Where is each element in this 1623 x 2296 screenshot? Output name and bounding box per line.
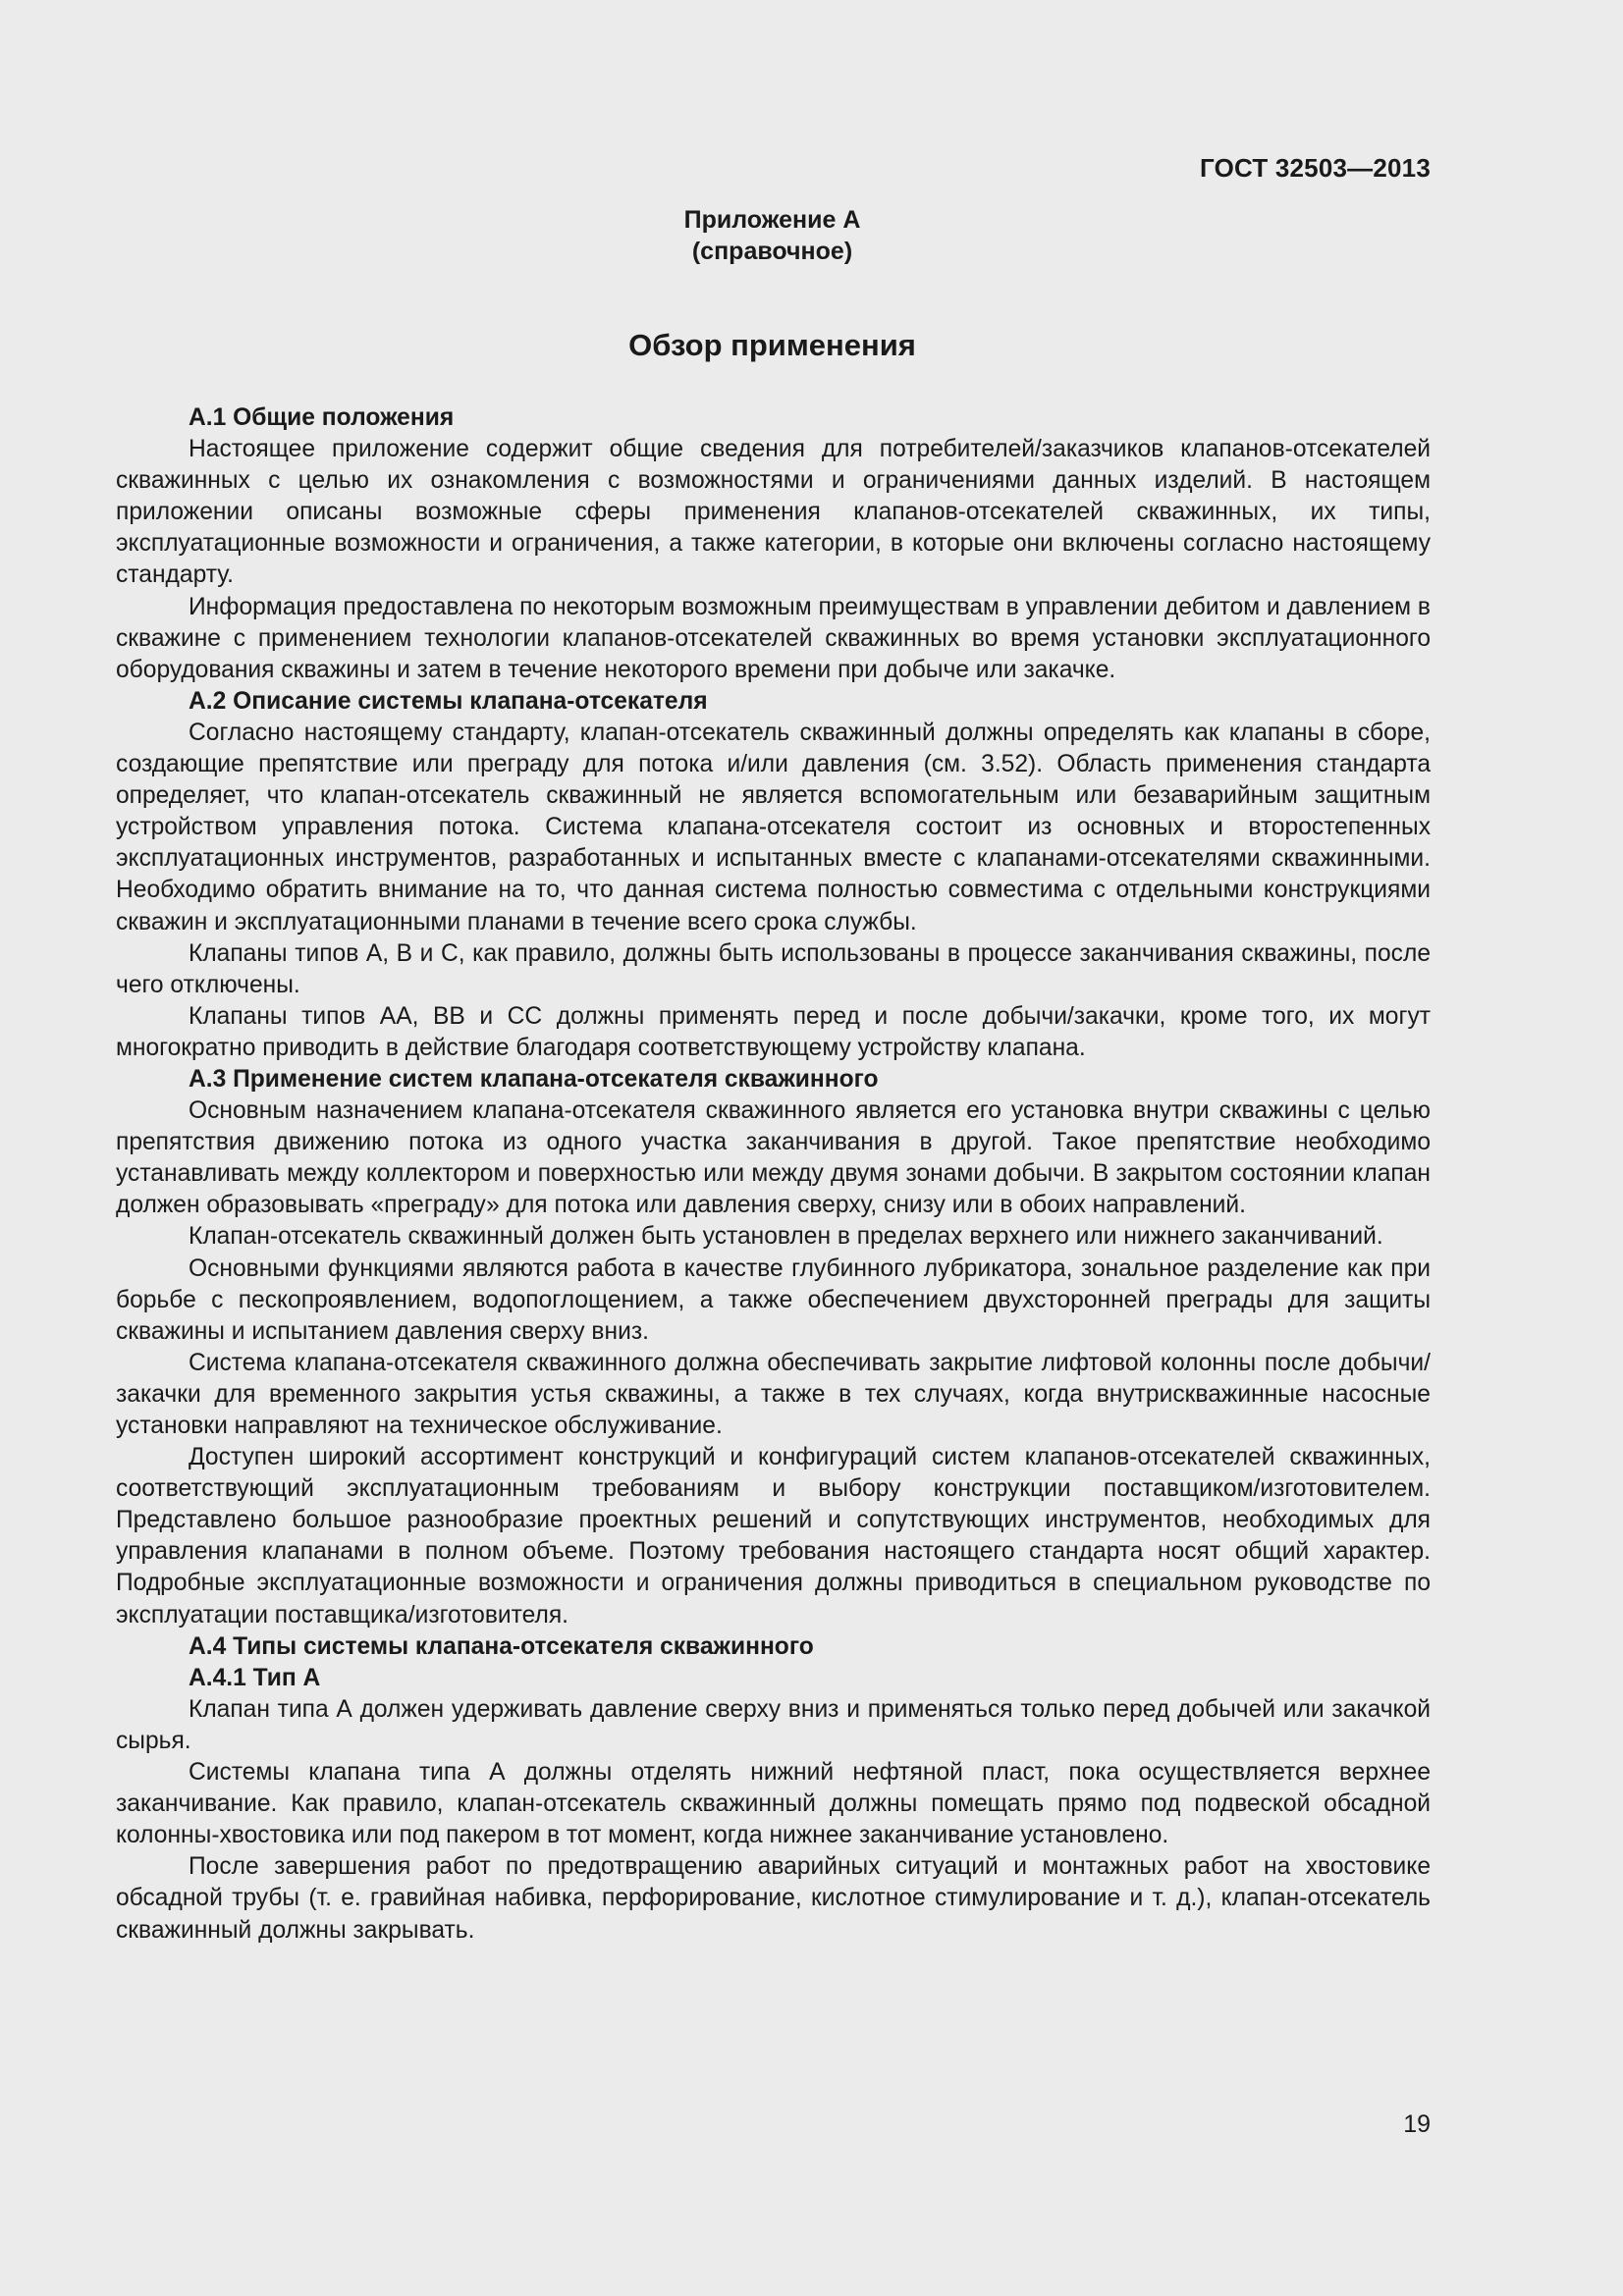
paragraph: Клапан типа А должен удерживать давление сверху вниз и применяться только перед добычей или закачкой сырья. — [116, 1695, 1431, 1754]
document-code: ГОСТ 32503—2013 — [1200, 153, 1431, 183]
paragraph: Система клапана-отсекателя скважинного должна обеспечивать закрытие лифтовой колонны после добычи/закачки для временного закрытия устья скважины, а также в тех случаях, когда внутрискважинные насосные установки направляют на техническое обслуживание. — [116, 1349, 1431, 1439]
section-heading: А.2 Описание системы клапана-отсекателя — [189, 687, 708, 715]
paragraph: После завершения работ по предотвращению аварийных ситуаций и монтажных работ на хвостовике обсадной трубы (т. е. гравийная набивка, перфорирование, кислотное стимулирование и т. д.), клапан-отсекатель скважинный должны закрывать. — [116, 1853, 1431, 1944]
annex-type: (справочное) — [691, 238, 853, 265]
paragraph: Системы клапана типа А должны отделять нижний нефтяной пласт, пока осуществляется верхнее заканчивание. Как правило, клапан-отсекатель скважинный должны помещать прямо под подвеской обсадной колонны-хвостовика или под пакером в тот момент, когда нижнее заканчивание установлено. — [116, 1759, 1431, 1849]
page-number: 19 — [1403, 2110, 1431, 2138]
section-heading: А.4.1 Тип А — [189, 1664, 321, 1691]
paragraph: Основным назначением клапана-отсекателя скважинного является его установка внутри скважины с целью препятствия движению потока из одного участка заканчивания в другой. Такое препятствие необходимо устанавливать между коллектором и поверхностью или между двумя зонами добычи. В закрытом состоянии клапан должен образовывать «преграду» для потока или давления сверху, снизу или в обоих направлений. — [116, 1097, 1431, 1219]
paragraph: Основными функциями являются работа в качестве глубинного лубрикатора, зональное разделение как при борьбе с пескопроявлением, водопоглощением, а также обеспечением двухсторонней преграды для защиты скважины и испытанием давления сверху вниз. — [116, 1255, 1431, 1345]
paragraph: Настоящее приложение содержит общие сведения для потребителей/заказчиков клапанов-отсекателей скважинных с целью их ознакомления с возможностями и ограничениями данных изделий. В настоящем приложении описаны возможные сферы применения клапанов-отсекателей скважинных, их типы, эксплуатационные возможности и ограничения, а также категории, в которые они включены согласно настоящему стандарту. — [116, 436, 1431, 589]
paragraph: Доступен широкий ассортимент конструкций и конфигураций систем клапанов-отсекателей скважинных, соответствующий эксплуатационным требованиям и выбору конструкции поставщиком/изготовителем. Представлено большое разнообразие проектных решений и сопутствующих инструментов, необходимых для управления клапанами в полном объеме. Поэтому требования настоящего стандарта носят общий характер. Подробные эксплуатационные возможности и ограничения должны приводиться в специальном руководстве по эксплуатации поставщика/изготовителя. — [116, 1444, 1431, 1629]
section-heading: А.3 Применение систем клапана-отсекателя скважинного — [189, 1065, 879, 1093]
section-heading: А.1 Общие положения — [189, 404, 455, 431]
paragraph: Клапаны типов АА, ВВ и СС должны применять перед и после добычи/закачки, кроме того, их могут многократно приводить в действие благодаря соответствующему устройству клапана. — [116, 1002, 1431, 1061]
paragraph: Информация предоставлена по некоторым возможным преимуществам в управлении дебитом и давлением в скважине с применением технологии клапанов-отсекателей скважинных во время установки эксплуатационного оборудования скважины и затем в течение некоторого времени при добыче или закачке. — [116, 593, 1431, 683]
paragraph: Согласно настоящему стандарту, клапан-отсекатель скважинный должны определять как клапаны в сборе, создающие препятствие или преграду для потока и/или давления (см. 3.52). Область применения стандарта определяет, что клапан-отсекатель скважинный не является вспомогательным или безаварийным защитным устройством управления потока. Система клапана-отсекателя состоит из основных и второстепенных эксплуатационных инструментов, разработанных и испытанных вместе с клапанами-отсекателями скважинными. Необходимо обратить внимание на то, что данная система полностью совместима с отдельными конструкциями скважин и эксплуатационными планами в течение всего срока службы. — [116, 719, 1431, 935]
section-title: Обзор применения — [628, 328, 916, 362]
paragraph: Клапаны типов А, В и С, как правило, должны быть использованы в процессе заканчивания скважины, после чего отключены. — [116, 939, 1431, 998]
annex-title — [0, 204, 1544, 267]
paragraph: Клапан-отсекатель скважинный должен быть установлен в пределах верхнего или нижнего заканчиваний. — [189, 1223, 1383, 1251]
section-heading: А.4 Типы системы клапана-отсекателя скважинного — [189, 1632, 814, 1660]
document-body — [116, 402, 1431, 1947]
annex-label: Приложение А — [683, 206, 861, 234]
